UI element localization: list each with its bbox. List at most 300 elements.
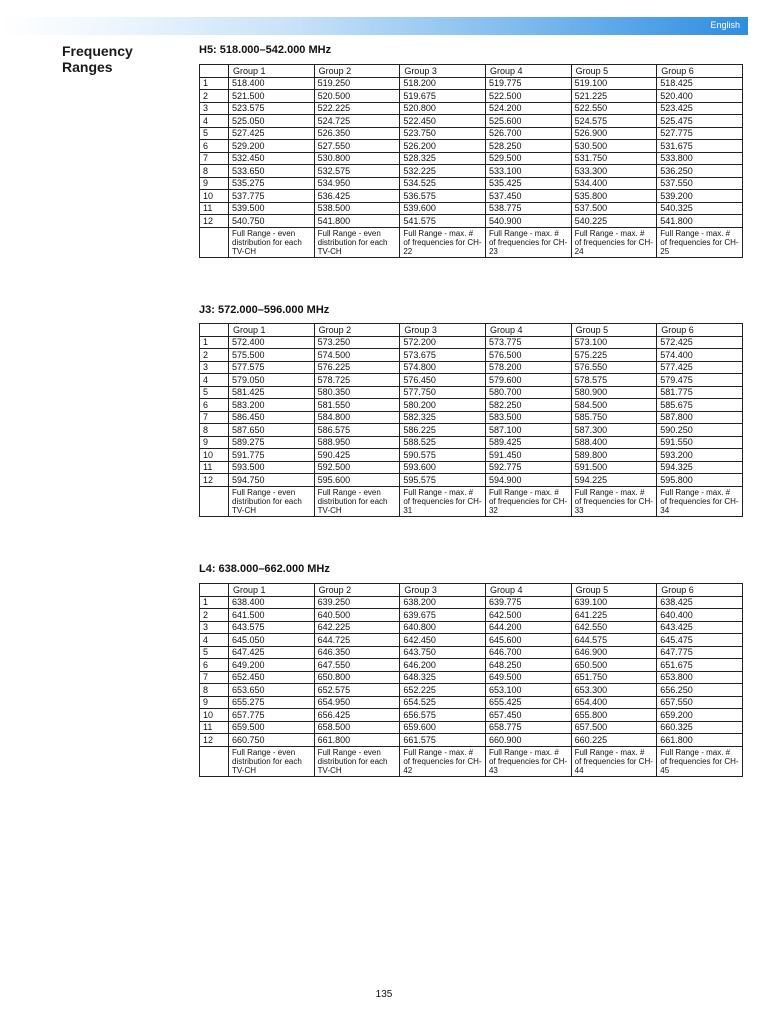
frequency-cell: 587.800 xyxy=(657,411,743,424)
frequency-cell: 592.500 xyxy=(314,461,400,474)
table-row xyxy=(200,115,743,128)
frequency-cell: 657.450 xyxy=(485,709,571,722)
frequency-cell: 532.450 xyxy=(229,152,315,165)
channel-number: 2 xyxy=(200,349,229,362)
language-label: English xyxy=(710,20,740,30)
frequency-cell: 591.775 xyxy=(229,449,315,462)
table-row xyxy=(200,621,743,634)
frequency-cell: 526.700 xyxy=(485,127,571,140)
frequency-cell: 534.400 xyxy=(571,177,657,190)
frequency-cell: 591.550 xyxy=(657,436,743,449)
channel-number: 3 xyxy=(200,621,229,634)
frequency-cell: 652.575 xyxy=(314,684,400,697)
frequency-cell: 526.900 xyxy=(571,127,657,140)
frequency-table xyxy=(199,323,743,517)
table-row xyxy=(200,127,743,140)
table-row xyxy=(200,696,743,709)
frequency-cell: 647.550 xyxy=(314,659,400,672)
frequency-cell: 523.750 xyxy=(400,127,486,140)
frequency-cell: 656.250 xyxy=(657,684,743,697)
frequency-cell: 524.575 xyxy=(571,115,657,128)
frequency-cell: 572.400 xyxy=(229,336,315,349)
table-row xyxy=(200,386,743,399)
frequency-cell: 518.400 xyxy=(229,77,315,90)
frequency-cell: 530.800 xyxy=(314,152,400,165)
channel-number: 3 xyxy=(200,102,229,115)
frequency-cell: 643.425 xyxy=(657,621,743,634)
group-header: Group 3 xyxy=(400,324,486,337)
channel-number: 6 xyxy=(200,659,229,672)
frequency-cell: 648.250 xyxy=(485,659,571,672)
frequency-cell: 520.400 xyxy=(657,90,743,103)
frequency-cell: 521.225 xyxy=(571,90,657,103)
table-row xyxy=(200,349,743,362)
channel-number: 2 xyxy=(200,609,229,622)
frequency-cell: 655.800 xyxy=(571,709,657,722)
frequency-cell: 655.425 xyxy=(485,696,571,709)
group-header: Group 2 xyxy=(314,65,400,78)
frequency-cell: 587.100 xyxy=(485,424,571,437)
frequency-cell: 642.550 xyxy=(571,621,657,634)
frequency-cell: 528.250 xyxy=(485,140,571,153)
frequency-cell: 577.425 xyxy=(657,361,743,374)
frequency-cell: 648.325 xyxy=(400,671,486,684)
frequency-cell: 540.225 xyxy=(571,215,657,228)
frequency-cell: 657.775 xyxy=(229,709,315,722)
frequency-cell: 589.275 xyxy=(229,436,315,449)
frequency-cell: 525.050 xyxy=(229,115,315,128)
frequency-cell: 518.425 xyxy=(657,77,743,90)
table-row xyxy=(200,202,743,215)
frequency-cell: 587.650 xyxy=(229,424,315,437)
frequency-cell: 534.950 xyxy=(314,177,400,190)
table-row xyxy=(200,102,743,115)
frequency-cell: 536.250 xyxy=(657,165,743,178)
frequency-cell: 579.600 xyxy=(485,374,571,387)
table-row xyxy=(200,671,743,684)
frequency-cell: 661.800 xyxy=(657,734,743,747)
group-header: Group 3 xyxy=(400,584,486,597)
frequency-cell: 643.575 xyxy=(229,621,315,634)
frequency-cell: 519.100 xyxy=(571,77,657,90)
frequency-cell: 535.425 xyxy=(485,177,571,190)
frequency-cell: 582.250 xyxy=(485,399,571,412)
frequency-cell: 644.725 xyxy=(314,634,400,647)
group-header: Group 1 xyxy=(229,584,315,597)
frequency-cell: 540.325 xyxy=(657,202,743,215)
frequency-cell: 642.450 xyxy=(400,634,486,647)
notes-row xyxy=(200,746,743,776)
frequency-cell: 652.450 xyxy=(229,671,315,684)
frequency-cell: 526.350 xyxy=(314,127,400,140)
table-row xyxy=(200,90,743,103)
table-row xyxy=(200,361,743,374)
frequency-cell: 573.675 xyxy=(400,349,486,362)
frequency-cell: 528.325 xyxy=(400,152,486,165)
frequency-cell: 581.775 xyxy=(657,386,743,399)
frequency-cell: 578.575 xyxy=(571,374,657,387)
frequency-cell: 595.600 xyxy=(314,474,400,487)
frequency-cell: 646.900 xyxy=(571,646,657,659)
channel-number: 4 xyxy=(200,634,229,647)
frequency-cell: 519.250 xyxy=(314,77,400,90)
frequency-cell: 659.500 xyxy=(229,721,315,734)
table-header-row xyxy=(200,65,743,78)
frequency-cell: 588.400 xyxy=(571,436,657,449)
frequency-cell: 660.325 xyxy=(657,721,743,734)
channel-number: 10 xyxy=(200,709,229,722)
group-note: Full Range - max. # of frequencies for CH- 25 xyxy=(657,227,743,257)
table-header-row xyxy=(200,324,743,337)
frequency-cell: 577.750 xyxy=(400,386,486,399)
group-note: Full Range - even distribution for each TV-CH xyxy=(314,486,400,516)
frequency-cell: 536.425 xyxy=(314,190,400,203)
frequency-cell: 644.575 xyxy=(571,634,657,647)
frequency-cell: 652.225 xyxy=(400,684,486,697)
frequency-cell: 532.575 xyxy=(314,165,400,178)
channel-number: 10 xyxy=(200,449,229,462)
table-row xyxy=(200,152,743,165)
frequency-cell: 530.500 xyxy=(571,140,657,153)
group-header: Group 5 xyxy=(571,65,657,78)
group-note: Full Range - max. # of frequencies for CH- 44 xyxy=(571,746,657,776)
group-header: Group 4 xyxy=(485,65,571,78)
frequency-cell: 656.575 xyxy=(400,709,486,722)
frequency-cell: 584.500 xyxy=(571,399,657,412)
frequency-cell: 588.525 xyxy=(400,436,486,449)
frequency-cell: 653.650 xyxy=(229,684,315,697)
table-row xyxy=(200,721,743,734)
frequency-cell: 540.900 xyxy=(485,215,571,228)
group-header: Group 1 xyxy=(229,65,315,78)
frequency-cell: 532.225 xyxy=(400,165,486,178)
group-note: Full Range - max. # of frequencies for CH- 34 xyxy=(657,486,743,516)
frequency-cell: 639.250 xyxy=(314,596,400,609)
frequency-cell: 585.675 xyxy=(657,399,743,412)
frequency-cell: 589.425 xyxy=(485,436,571,449)
frequency-cell: 584.800 xyxy=(314,411,400,424)
frequency-cell: 589.800 xyxy=(571,449,657,462)
corner-cell xyxy=(200,584,229,597)
notes-row xyxy=(200,486,743,516)
frequency-cell: 661.800 xyxy=(314,734,400,747)
frequency-cell: 573.100 xyxy=(571,336,657,349)
frequency-cell: 583.200 xyxy=(229,399,315,412)
table-row xyxy=(200,436,743,449)
group-note: Full Range - max. # of frequencies for CH- 33 xyxy=(571,486,657,516)
notes-blank-cell xyxy=(200,486,229,516)
frequency-cell: 538.500 xyxy=(314,202,400,215)
frequency-cell: 647.425 xyxy=(229,646,315,659)
frequency-cell: 527.550 xyxy=(314,140,400,153)
frequency-cell: 537.550 xyxy=(657,177,743,190)
channel-number: 11 xyxy=(200,202,229,215)
channel-number: 1 xyxy=(200,336,229,349)
frequency-cell: 573.250 xyxy=(314,336,400,349)
frequency-cell: 586.450 xyxy=(229,411,315,424)
frequency-cell: 638.400 xyxy=(229,596,315,609)
table-row xyxy=(200,449,743,462)
frequency-cell: 520.500 xyxy=(314,90,400,103)
frequency-cell: 658.500 xyxy=(314,721,400,734)
group-note: Full Range - even distribution for each TV-CH xyxy=(314,227,400,257)
page-title: Frequency Ranges xyxy=(62,43,133,75)
channel-number: 9 xyxy=(200,436,229,449)
frequency-cell: 653.800 xyxy=(657,671,743,684)
channel-number: 7 xyxy=(200,152,229,165)
frequency-cell: 575.500 xyxy=(229,349,315,362)
group-note: Full Range - even distribution for each TV-CH xyxy=(229,486,315,516)
channel-number: 8 xyxy=(200,424,229,437)
group-note: Full Range - max. # of frequencies for CH- 24 xyxy=(571,227,657,257)
frequency-cell: 651.675 xyxy=(657,659,743,672)
group-note: Full Range - max. # of frequencies for CH- 45 xyxy=(657,746,743,776)
corner-cell xyxy=(200,65,229,78)
frequency-cell: 593.600 xyxy=(400,461,486,474)
frequency-cell: 590.250 xyxy=(657,424,743,437)
frequency-cell: 661.575 xyxy=(400,734,486,747)
table-row xyxy=(200,374,743,387)
group-header: Group 1 xyxy=(229,324,315,337)
frequency-cell: 539.500 xyxy=(229,202,315,215)
frequency-cell: 658.775 xyxy=(485,721,571,734)
frequency-cell: 531.675 xyxy=(657,140,743,153)
channel-number: 1 xyxy=(200,596,229,609)
frequency-cell: 646.700 xyxy=(485,646,571,659)
table-row xyxy=(200,424,743,437)
group-note: Full Range - max. # of frequencies for CH- 31 xyxy=(400,486,486,516)
frequency-cell: 647.775 xyxy=(657,646,743,659)
table-row xyxy=(200,659,743,672)
frequency-cell: 657.550 xyxy=(657,696,743,709)
frequency-cell: 574.400 xyxy=(657,349,743,362)
frequency-cell: 522.450 xyxy=(400,115,486,128)
frequency-cell: 537.500 xyxy=(571,202,657,215)
frequency-cell: 523.425 xyxy=(657,102,743,115)
section-title: L4: 638.000–662.000 MHz xyxy=(199,563,330,575)
frequency-cell: 525.600 xyxy=(485,115,571,128)
table-row xyxy=(200,474,743,487)
frequency-cell: 659.600 xyxy=(400,721,486,734)
frequency-cell: 572.425 xyxy=(657,336,743,349)
frequency-cell: 525.475 xyxy=(657,115,743,128)
channel-number: 1 xyxy=(200,77,229,90)
frequency-cell: 520.800 xyxy=(400,102,486,115)
frequency-cell: 533.100 xyxy=(485,165,571,178)
group-header: Group 4 xyxy=(485,324,571,337)
group-header: Group 5 xyxy=(571,324,657,337)
frequency-cell: 574.800 xyxy=(400,361,486,374)
group-note: Full Range - max. # of frequencies for CH- 22 xyxy=(400,227,486,257)
table-row xyxy=(200,140,743,153)
group-note: Full Range - even distribution for each TV-CH xyxy=(314,746,400,776)
channel-number: 10 xyxy=(200,190,229,203)
frequency-cell: 576.500 xyxy=(485,349,571,362)
group-header: Group 3 xyxy=(400,65,486,78)
frequency-cell: 577.575 xyxy=(229,361,315,374)
frequency-cell: 581.425 xyxy=(229,386,315,399)
frequency-table xyxy=(199,64,743,258)
table-row xyxy=(200,411,743,424)
frequency-cell: 650.800 xyxy=(314,671,400,684)
frequency-cell: 591.500 xyxy=(571,461,657,474)
frequency-cell: 576.550 xyxy=(571,361,657,374)
channel-number: 5 xyxy=(200,386,229,399)
channel-number: 8 xyxy=(200,684,229,697)
frequency-cell: 660.750 xyxy=(229,734,315,747)
frequency-cell: 639.775 xyxy=(485,596,571,609)
group-header: Group 2 xyxy=(314,324,400,337)
frequency-cell: 645.050 xyxy=(229,634,315,647)
frequency-cell: 529.500 xyxy=(485,152,571,165)
frequency-cell: 580.700 xyxy=(485,386,571,399)
group-note: Full Range - max. # of frequencies for CH- 32 xyxy=(485,486,571,516)
frequency-cell: 533.800 xyxy=(657,152,743,165)
group-header: Group 5 xyxy=(571,584,657,597)
frequency-cell: 642.225 xyxy=(314,621,400,634)
frequency-cell: 519.775 xyxy=(485,77,571,90)
frequency-cell: 585.750 xyxy=(571,411,657,424)
frequency-cell: 581.550 xyxy=(314,399,400,412)
frequency-cell: 534.525 xyxy=(400,177,486,190)
frequency-cell: 572.200 xyxy=(400,336,486,349)
frequency-cell: 593.200 xyxy=(657,449,743,462)
frequency-table xyxy=(199,583,743,777)
channel-number: 12 xyxy=(200,215,229,228)
group-header: Group 6 xyxy=(657,584,743,597)
channel-number: 4 xyxy=(200,115,229,128)
frequency-cell: 526.200 xyxy=(400,140,486,153)
frequency-cell: 576.450 xyxy=(400,374,486,387)
group-note: Full Range - max. # of frequencies for CH- 43 xyxy=(485,746,571,776)
frequency-cell: 640.400 xyxy=(657,609,743,622)
frequency-cell: 639.100 xyxy=(571,596,657,609)
notes-row xyxy=(200,227,743,257)
frequency-cell: 535.275 xyxy=(229,177,315,190)
frequency-cell: 586.575 xyxy=(314,424,400,437)
table-row xyxy=(200,336,743,349)
frequency-cell: 579.050 xyxy=(229,374,315,387)
group-note: Full Range - max. # of frequencies for CH- 23 xyxy=(485,227,571,257)
frequency-cell: 537.775 xyxy=(229,190,315,203)
frequency-cell: 639.675 xyxy=(400,609,486,622)
frequency-cell: 519.675 xyxy=(400,90,486,103)
frequency-cell: 521.500 xyxy=(229,90,315,103)
frequency-cell: 653.300 xyxy=(571,684,657,697)
frequency-cell: 531.750 xyxy=(571,152,657,165)
frequency-cell: 524.200 xyxy=(485,102,571,115)
frequency-cell: 539.600 xyxy=(400,202,486,215)
frequency-cell: 650.500 xyxy=(571,659,657,672)
frequency-cell: 654.525 xyxy=(400,696,486,709)
frequency-cell: 660.225 xyxy=(571,734,657,747)
table-row xyxy=(200,177,743,190)
frequency-cell: 595.800 xyxy=(657,474,743,487)
frequency-cell: 522.500 xyxy=(485,90,571,103)
channel-number: 12 xyxy=(200,734,229,747)
frequency-cell: 592.775 xyxy=(485,461,571,474)
frequency-cell: 536.575 xyxy=(400,190,486,203)
channel-number: 8 xyxy=(200,165,229,178)
frequency-cell: 527.775 xyxy=(657,127,743,140)
frequency-cell: 538.775 xyxy=(485,202,571,215)
channel-number: 2 xyxy=(200,90,229,103)
frequency-cell: 645.475 xyxy=(657,634,743,647)
table-row xyxy=(200,596,743,609)
table-row xyxy=(200,609,743,622)
frequency-cell: 524.725 xyxy=(314,115,400,128)
group-header: Group 6 xyxy=(657,65,743,78)
frequency-cell: 643.750 xyxy=(400,646,486,659)
frequency-cell: 659.200 xyxy=(657,709,743,722)
frequency-cell: 642.500 xyxy=(485,609,571,622)
section-title: J3: 572.000–596.000 MHz xyxy=(199,304,330,316)
frequency-cell: 578.725 xyxy=(314,374,400,387)
group-header: Group 2 xyxy=(314,584,400,597)
page-number: 135 xyxy=(375,989,393,1000)
table-row xyxy=(200,461,743,474)
frequency-cell: 594.750 xyxy=(229,474,315,487)
frequency-cell: 541.575 xyxy=(400,215,486,228)
frequency-cell: 587.300 xyxy=(571,424,657,437)
header-bar xyxy=(0,17,748,35)
frequency-cell: 576.225 xyxy=(314,361,400,374)
channel-number: 12 xyxy=(200,474,229,487)
frequency-cell: 574.500 xyxy=(314,349,400,362)
group-note: Full Range - even distribution for each TV-CH xyxy=(229,746,315,776)
frequency-cell: 522.550 xyxy=(571,102,657,115)
channel-number: 4 xyxy=(200,374,229,387)
frequency-cell: 573.775 xyxy=(485,336,571,349)
frequency-cell: 533.650 xyxy=(229,165,315,178)
channel-number: 7 xyxy=(200,411,229,424)
frequency-cell: 580.900 xyxy=(571,386,657,399)
corner-cell xyxy=(200,324,229,337)
group-note: Full Range - max. # of frequencies for CH- 42 xyxy=(400,746,486,776)
table-row xyxy=(200,399,743,412)
channel-number: 5 xyxy=(200,127,229,140)
frequency-cell: 655.275 xyxy=(229,696,315,709)
frequency-cell: 594.225 xyxy=(571,474,657,487)
frequency-cell: 649.200 xyxy=(229,659,315,672)
frequency-cell: 541.800 xyxy=(657,215,743,228)
frequency-cell: 590.425 xyxy=(314,449,400,462)
frequency-cell: 579.475 xyxy=(657,374,743,387)
frequency-cell: 594.325 xyxy=(657,461,743,474)
table-row xyxy=(200,734,743,747)
frequency-cell: 539.200 xyxy=(657,190,743,203)
table-row xyxy=(200,215,743,228)
group-header: Group 6 xyxy=(657,324,743,337)
table-row xyxy=(200,190,743,203)
table-header-row xyxy=(200,584,743,597)
frequency-cell: 641.500 xyxy=(229,609,315,622)
frequency-cell: 654.400 xyxy=(571,696,657,709)
frequency-cell: 541.800 xyxy=(314,215,400,228)
frequency-cell: 638.425 xyxy=(657,596,743,609)
channel-number: 9 xyxy=(200,696,229,709)
frequency-cell: 645.600 xyxy=(485,634,571,647)
frequency-cell: 640.500 xyxy=(314,609,400,622)
table-row xyxy=(200,165,743,178)
frequency-cell: 529.200 xyxy=(229,140,315,153)
table-row xyxy=(200,684,743,697)
frequency-cell: 522.225 xyxy=(314,102,400,115)
frequency-cell: 535.800 xyxy=(571,190,657,203)
group-note: Full Range - even distribution for each TV-CH xyxy=(229,227,315,257)
channel-number: 11 xyxy=(200,721,229,734)
frequency-cell: 533.300 xyxy=(571,165,657,178)
